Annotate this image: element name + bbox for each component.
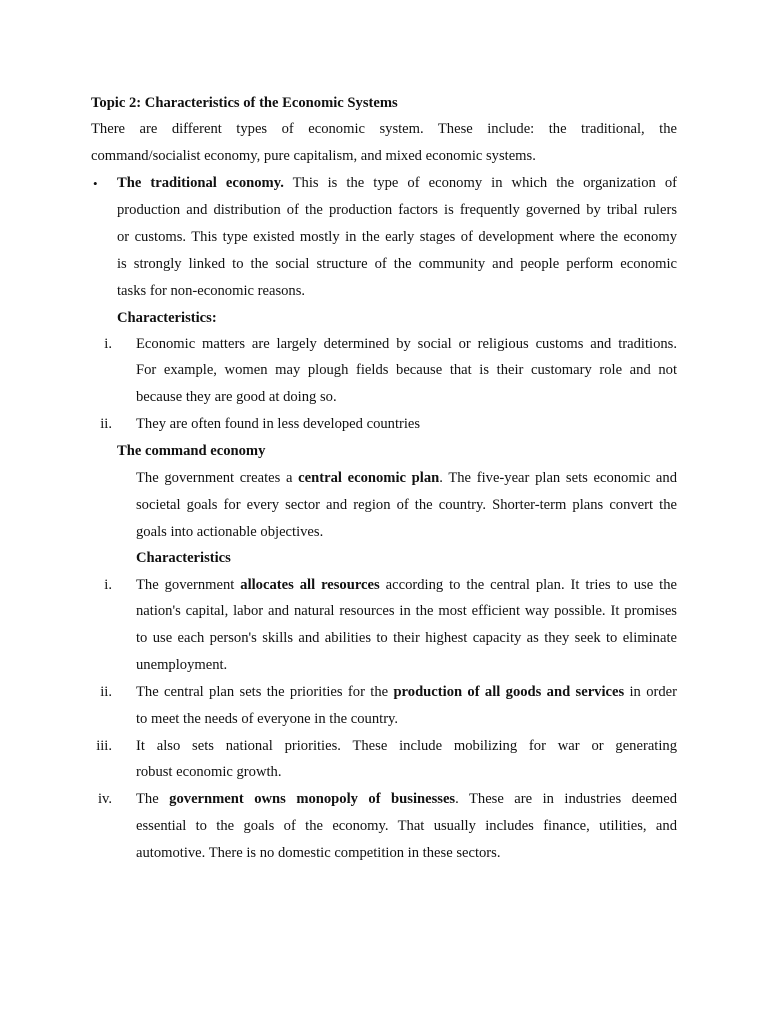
command-item-1-bold: allocates all resources — [240, 577, 380, 593]
command-para-post: . The five-year plan sets economic and — [439, 470, 677, 486]
command-item-4-line-2: essential to the goals of the economy. That usually includes finance, utilities, and — [136, 818, 677, 834]
list-number: iv. — [97, 791, 112, 807]
command-item-1-line-3: to use each person's skills and abilities to their highest capacity as they seek to eliminate — [136, 630, 677, 646]
command-item-1-pre: The government — [136, 577, 241, 593]
traditional-characteristics-heading: Characteristics: — [117, 310, 217, 326]
traditional-item-1-line-2: For example, women may plough fields because that is their customary role and not — [136, 362, 677, 378]
intro-line-1: There are different types of economic system. These include: the traditional, the — [91, 121, 677, 137]
list-number: iii. — [96, 738, 112, 754]
command-item-2-post: in order — [624, 684, 677, 700]
command-para-bold: central economic plan — [298, 470, 440, 486]
command-para-line-3: goals into actionable objectives. — [136, 524, 324, 540]
command-para-line-1 — [136, 469, 677, 487]
command-item-2-pre: The central plan sets the priorities for the — [136, 684, 394, 700]
traditional-line-3: or customs. This type existed mostly in the early stages of development where the economy — [117, 229, 677, 245]
traditional-item-1-line-3: because they are good at doing so. — [136, 389, 337, 405]
list-number: i. — [104, 577, 112, 593]
command-characteristics-heading: Characteristics — [136, 550, 231, 566]
traditional-line-5: tasks for non-economic reasons. — [117, 283, 306, 299]
command-item-4-pre: The — [136, 791, 170, 807]
command-item-1-line-1 — [136, 576, 677, 594]
traditional-line-1-rest: This is the type of economy in which the organization of — [283, 175, 677, 191]
list-number: ii. — [100, 684, 112, 700]
command-item-4-line-1 — [136, 790, 677, 808]
command-para-pre: The government creates a — [136, 470, 299, 486]
traditional-line-2: production and distribution of the production factors is frequently governed by tribal rulers — [117, 202, 677, 218]
traditional-heading: The traditional economy. — [117, 175, 284, 191]
command-para-line-2: societal goals for every sector and region of the country. Shorter-term plans convert the — [136, 497, 677, 513]
list-number: ii. — [100, 416, 112, 432]
traditional-item-2-line-1: They are often found in less developed countries — [136, 416, 421, 432]
list-number: i. — [104, 336, 112, 352]
intro-line-2: command/socialist economy, pure capitalism, and mixed economic systems. — [91, 148, 536, 164]
command-item-2-line-1 — [136, 683, 677, 701]
command-item-4-post: . These are in industries deemed — [455, 791, 677, 807]
command-item-4-bold: government owns monopoly of businesses — [169, 791, 456, 807]
bullet-icon: • — [93, 176, 98, 191]
traditional-line-4: is strongly linked to the social structure of the community and people perform economic — [117, 256, 677, 272]
page-title: Topic 2: Characteristics of the Economic Systems — [91, 95, 398, 111]
command-heading: The command economy — [117, 443, 266, 459]
command-item-1-line-2: nation's capital, labor and natural resources in the most efficient way possible. It promises — [136, 603, 677, 619]
traditional-line-1 — [117, 174, 677, 192]
command-item-3-line-1: It also sets national priorities. These include mobilizing for war or generating — [136, 738, 677, 754]
command-item-1-post: according to the central plan. It tries to use the — [379, 577, 677, 593]
command-item-1-line-4: unemployment. — [136, 657, 228, 673]
command-item-3-line-2: robust economic growth. — [136, 764, 282, 780]
traditional-item-1-line-1: Economic matters are largely determined by social or religious customs and traditions. — [136, 336, 677, 352]
command-item-2-line-2: to meet the needs of everyone in the country. — [136, 711, 399, 727]
command-item-4-line-3: automotive. There is no domestic competition in these sectors. — [136, 845, 501, 861]
command-item-2-bold: production of all goods and services — [393, 684, 625, 700]
